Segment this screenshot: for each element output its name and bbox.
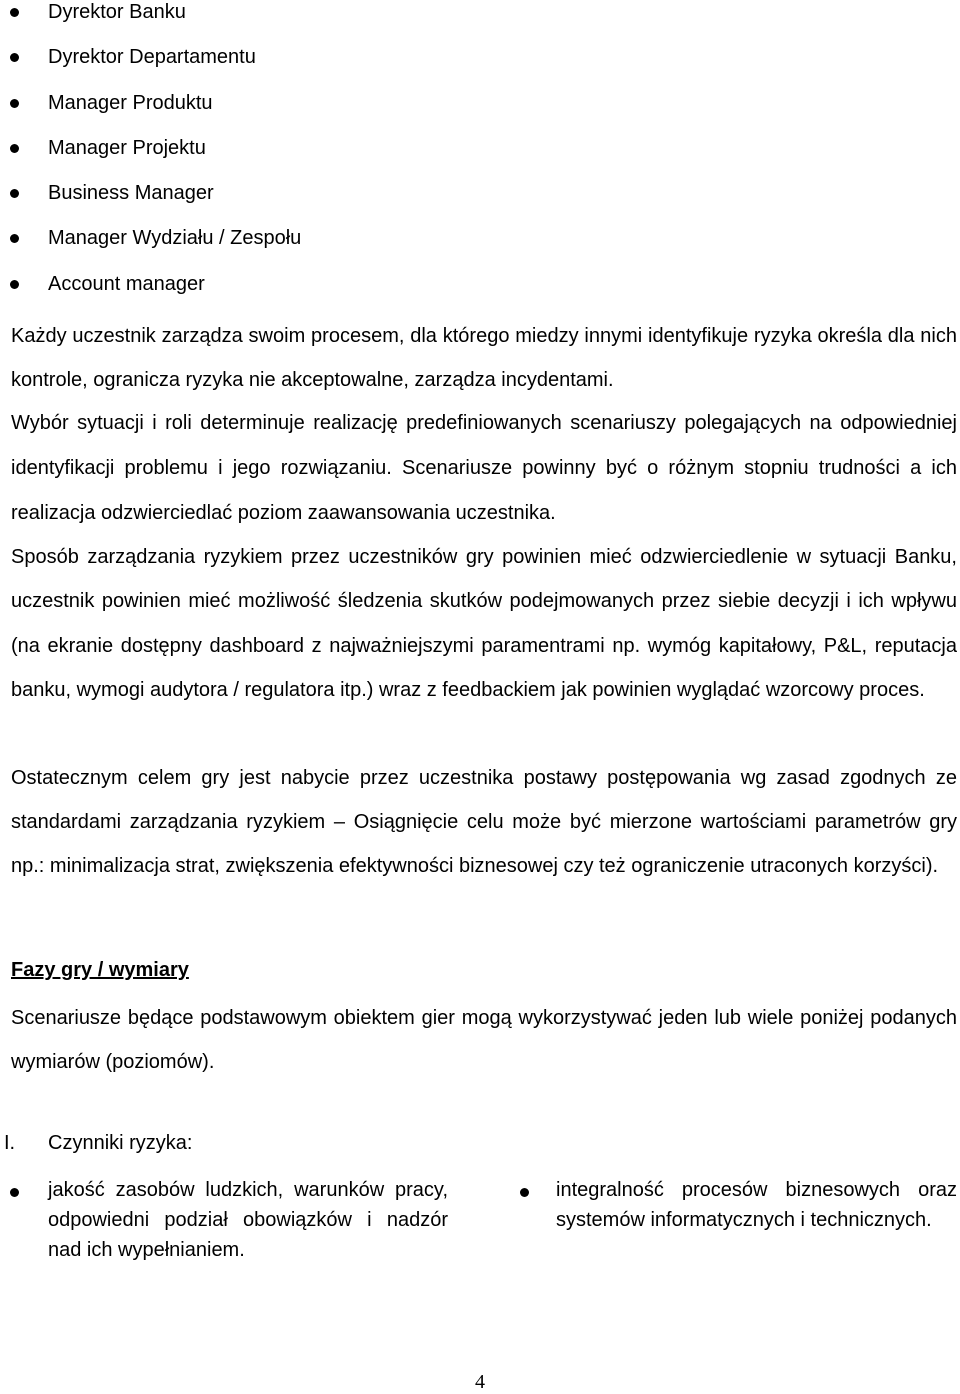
bullet-icon — [10, 144, 19, 153]
bullet-icon — [10, 8, 19, 17]
section-number: I. — [4, 1132, 16, 1154]
list-item-text: Manager Projektu — [48, 136, 206, 159]
paragraph-game-goal: Ostatecznym celem gry jest nabycie przez uczestnika postawy postępowania wg zasad zgodnych ze standardami zarządzania ryzykiem – Osiągnięcie celu może być mierzone wartościami parametrów gry np.: minimalizacja strat, zwiększenia efektywności biznesowej czy też ograniczenie utraconych korzyści). — [11, 767, 957, 877]
bullet-icon — [10, 280, 19, 289]
section-heading: Fazy gry / wymiary — [11, 959, 189, 981]
risk-factor-text: jakość zasobów ludzkich, warunków pracy, odpowiedni podział obowiązków i nadzór nad ich wypełnianiem. — [48, 1179, 448, 1261]
list-item — [0, 45, 301, 90]
list-item-text: Account manager — [48, 272, 205, 295]
list-item — [0, 226, 301, 271]
paragraph-scenarios: Wybór sytuacji i roli determinuje realizację predefiniowanych scenariuszy polegających na odpowiedniej identyfikacji problemu i jego rozwiązaniu. Scenariusze powinny być o różnym stopniu trudności a ich realizacja odzwierciedlać poziom zaawansowania uczestnika. — [11, 412, 957, 524]
bullet-icon — [520, 1188, 529, 1197]
list-item-text: Business Manager — [48, 182, 214, 205]
list-item-text: Manager Wydziału / Zespołu — [48, 227, 302, 250]
roles-bullet-list — [0, 0, 301, 317]
bullet-icon — [10, 189, 19, 198]
bullet-icon — [10, 234, 19, 243]
list-item — [0, 136, 301, 181]
paragraph-process-management: Każdy uczestnik zarządza swoim procesem, dla którego miedzy innymi identyfikuje ryzyka określa dla nich kontrole, ogranicza ryzyka nie akceptowalne, zarządza incydentami. — [11, 325, 957, 391]
list-item — [0, 0, 301, 45]
page-number: 4 — [475, 1371, 485, 1393]
bullet-icon — [10, 99, 19, 108]
risk-factor-right — [508, 1175, 957, 1235]
bullet-icon — [10, 53, 19, 62]
list-item — [0, 272, 301, 317]
risk-factor-left — [0, 1175, 448, 1265]
paragraph-risk-management: Sposób zarządzania ryzykiem przez uczestników gry powinien mieć odzwierciedlenie w sytuacji Banku, uczestnik powinien mieć możliwość śledzenia skutków podejmowanych przez siebie decyzji i ich wpływu (na ekranie dostępny dashboard z najważniejszymi paramentrami np. wymóg kapitałowy, P&L, reputacja banku, wymogi audytora / regulatora itp.) wraz z feedbackiem jak powinien wyglądać wzorcowy proces. — [11, 546, 957, 701]
section-title: Czynniki ryzyka: — [48, 1132, 193, 1154]
list-item-text: Dyrektor Departamentu — [48, 46, 256, 69]
paragraph-dimensions: Scenariusze będące podstawowym obiektem gier mogą wykorzystywać jeden lub wiele poniżej podanych wymiarów (poziomów). — [11, 1007, 957, 1073]
list-item-text: Dyrektor Banku — [48, 1, 186, 23]
list-item — [0, 91, 301, 136]
list-item — [0, 181, 301, 226]
bullet-icon — [10, 1188, 19, 1197]
risk-factor-text: integralność procesów biznesowych oraz systemów informatycznych i technicznych. — [556, 1179, 957, 1231]
list-item-text: Manager Produktu — [48, 91, 213, 114]
